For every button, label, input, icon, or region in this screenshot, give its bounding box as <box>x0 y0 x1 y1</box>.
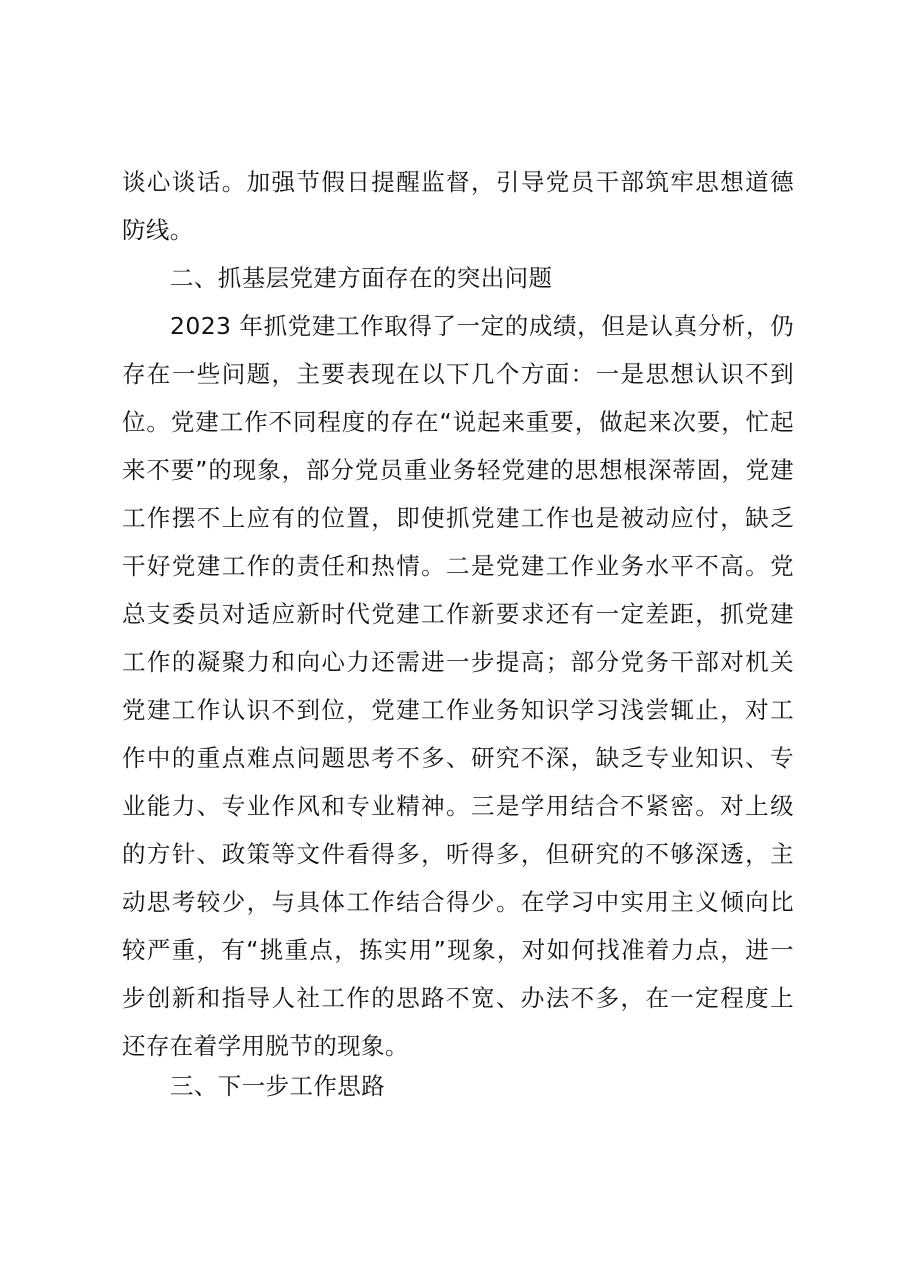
paragraph-line: 党建工作认识不到位，党建工作业务知识学习浅尝辄止，对工 <box>122 696 794 724</box>
body-paragraph <box>122 302 794 1070</box>
section-heading-text: 二、抓基层党建方面存在的突出问题 <box>170 264 553 292</box>
paragraph-line: 来不要”的现象，部分党员重业务轻党建的思想根深蒂固，党建 <box>122 456 794 484</box>
paragraph-line: 位。党建工作不同程度的存在“说起来重要，做起来次要，忙起 <box>122 408 794 436</box>
paragraph-line: 业能力、专业作风和专业精神。三是学用结合不紧密。对上级 <box>122 792 794 820</box>
section-heading-text: 三、下一步工作思路 <box>170 1072 386 1100</box>
paragraph-line: 存在一些问题，主要表现在以下几个方面：一是思想认识不到 <box>122 360 794 388</box>
paragraph-continuation <box>122 158 794 254</box>
paragraph-line: 较严重，有“挑重点，拣实用”现象，对如何找准着力点，进一 <box>122 936 794 964</box>
paragraph-line: 步创新和指导人社工作的思路不宽、办法不多，在一定程度上 <box>122 984 794 1012</box>
paragraph-line: 的方针、政策等文件看得多，听得多，但研究的不够深透，主 <box>122 840 794 868</box>
paragraph-line: 总支委员对适应新时代党建工作新要求还有一定差距，抓党建 <box>122 600 794 628</box>
section-heading <box>122 1062 794 1110</box>
paragraph-line: 谈心谈话。加强节假日提醒监督，引导党员干部筑牢思想道德 <box>122 168 794 196</box>
paragraph-line: 工作的凝聚力和向心力还需进一步提高；部分党务干部对机关 <box>122 648 794 676</box>
paragraph-line: 作中的重点难点问题思考不多、研究不深，缺乏专业知识、专 <box>122 744 794 772</box>
paragraph-line: 还存在着学用脱节的现象。 <box>122 1032 409 1060</box>
paragraph-line: 动思考较少，与具体工作结合得少。在学习中实用主义倾向比 <box>122 888 794 916</box>
section-heading <box>122 254 794 302</box>
paragraph-line: 干好党建工作的责任和热情。二是党建工作业务水平不高。党 <box>122 552 794 580</box>
paragraph-line: 防线。 <box>122 216 194 244</box>
paragraph-line: 工作摆不上应有的位置，即使抓党建工作也是被动应付，缺乏 <box>122 504 794 532</box>
paragraph-line: 2023 年抓党建工作取得了一定的成绩，但是认真分析，仍 <box>170 312 794 340</box>
